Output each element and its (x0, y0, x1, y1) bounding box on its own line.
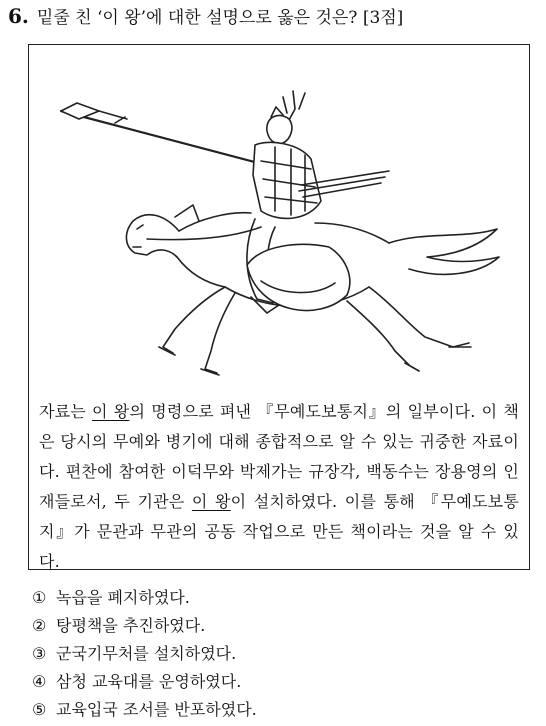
answer-option-2[interactable] (32, 612, 532, 640)
passage-part-1: 자료는 (39, 402, 93, 421)
question-stem (8, 3, 538, 31)
underlined-king-1: 이 왕 (92, 402, 130, 421)
answer-options (32, 584, 532, 724)
option-number: ② (32, 616, 47, 635)
option-number: ④ (32, 672, 47, 691)
question-prefix: 밑줄 친 ‘ (36, 8, 103, 28)
passage-part-2: 의 명령으로 펴낸 『무예도보통지』의 일부이다. 이 책은 당시의 무예와 병기에 대해 종합적으로 알 수 있는 귀중한 자료이다. 편찬에 참여한 이덕무와 박제가는 규장각, 백동수는 장용영의 인재들로서, 두 기관은 (39, 402, 519, 511)
source-box (28, 44, 530, 570)
underlined-king-2: 이 왕 (191, 492, 231, 511)
question-target: 이 왕 (102, 8, 141, 28)
question-points: [3점] (362, 8, 404, 28)
question-number: 6. (8, 4, 29, 28)
option-number: ③ (32, 644, 47, 663)
option-text: 녹읍을 폐지하였다. (56, 588, 190, 607)
answer-option-1[interactable] (32, 584, 532, 612)
answer-option-3[interactable] (32, 640, 532, 668)
answer-option-5[interactable] (32, 696, 532, 724)
question-suffix: ’에 대한 설명으로 옳은 것은? (140, 8, 358, 28)
option-text: 삼청 교육대를 운영하였다. (56, 672, 242, 691)
mounted-warrior-illustration (29, 51, 529, 391)
option-text: 군국기무처를 설치하였다. (56, 644, 237, 663)
passage-part-3: 이 설치하였다. 이를 통해 『무예도보통지』가 문관과 무관의 공동 작업으로 만든 책이라는 것을 알 수 있다. (39, 492, 519, 571)
option-number: ① (32, 588, 47, 607)
option-text: 탕평책을 추진하였다. (56, 616, 206, 635)
option-text: 교육입국 조서를 반포하였다. (56, 700, 257, 719)
option-number: ⑤ (32, 700, 47, 719)
answer-option-4[interactable] (32, 668, 532, 696)
source-passage (39, 397, 519, 577)
